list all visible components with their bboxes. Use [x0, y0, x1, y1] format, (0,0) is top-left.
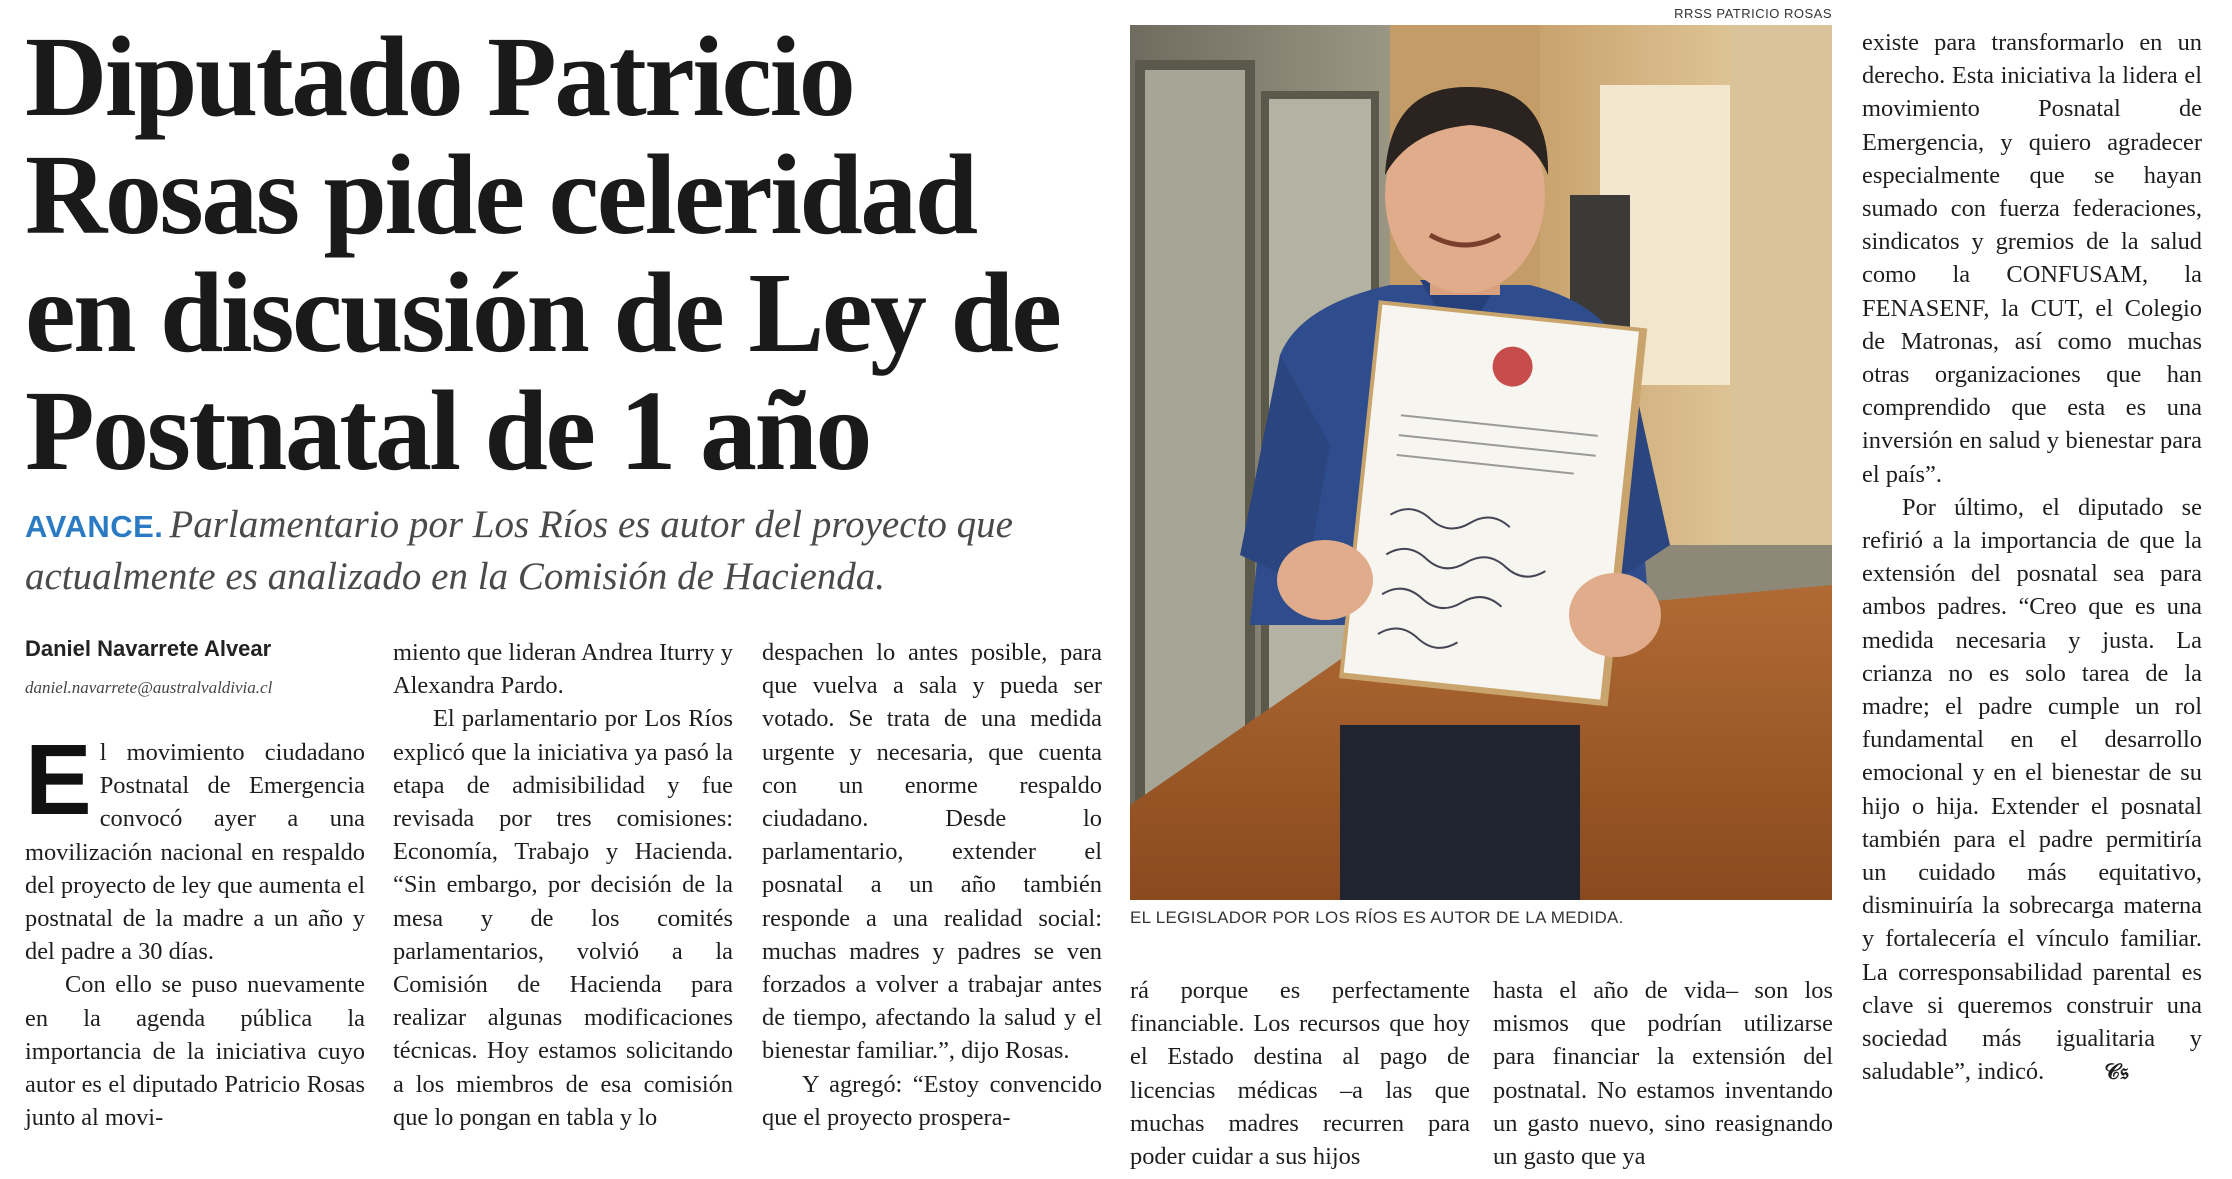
- deck-kicker: AVANCE.: [25, 509, 164, 544]
- body-paragraph: [25, 724, 365, 968]
- end-mark-icon: 𝒞𝔰: [2104, 1059, 2129, 1085]
- paragraph-text: l movimiento ciudadano Postnatal de Emergencia convocó ayer a una movilización nacional en respaldo del proyecto de ley que aumenta el postnatal de la madre a un año y del padre a 30 días.: [25, 739, 365, 966]
- body-paragraph: existe para transformarlo en un derecho. Esta iniciativa la lidera el movimiento Posnatal de Emergencia, y quiero agradecer especialmente que se hayan sumado con fuerza federaciones, sindicatos y gremios de la salud como la CONFUSAM, la FENASENF, la CUT, el Colegio de Matronas, así como muchas otras organizaciones que han comprendido que esta es una inversión en salud y bienestar para el país”.: [1862, 29, 2202, 488]
- dropcap: E: [25, 724, 92, 836]
- body-paragraph: hasta el año de vida– son los mismos que podrían utilizarse para financiar la extensión del postnatal. No estamos inventando un gasto nuevo, sino reasignando un gasto que ya: [1493, 977, 1833, 1171]
- photo-illustration: [1130, 25, 1832, 900]
- body-paragraph: despachen lo antes posible, para que vuelva a sala y pueda ser votado. Se trata de una medida urgente y necesaria, que cuenta con un enorme respaldo ciudadano. Desde lo parlamentario, extender el posnatal a un año también responde a una realidad social: muchas madres y padres se ven forzados a volver a trabajar antes de tiempo, afectando la salud y el bienestar familiar.”, dijo Rosas.: [762, 639, 1102, 1065]
- body-paragraph: miento que lideran Andrea Iturry y Alexandra Pardo.: [393, 639, 733, 700]
- body-column-3: [762, 636, 1102, 1134]
- body-column-1: [25, 724, 365, 1134]
- deck: [25, 500, 1105, 602]
- photo-credit: RRSS PATRICIO ROSAS: [1674, 6, 1832, 21]
- author-email[interactable]: daniel.navarrete@australvaldivia.cl: [25, 678, 273, 697]
- body-paragraph: [1862, 491, 2202, 1089]
- body-column-2: [393, 636, 733, 1134]
- deck-text: Parlamentario por Los Ríos es autor del proyecto que actualmente es analizado en la Comisión de Hacienda.: [25, 503, 1013, 598]
- body-column-5: [1493, 974, 1833, 1173]
- body-paragraph: El parlamentario por Los Ríos explicó que la iniciativa ya pasó la etapa de admisibilidad y fue revisada por tres comisiones: Economía, Trabajo y Hacienda. “Sin embargo, por decisión de la mesa y de los comités parlamentarios, volvió a la Comisión de Hacienda para realizar algunas modificaciones técnicas. Hoy estamos solicitando a los miembros de esa comisión que lo pongan en tabla y lo: [393, 705, 733, 1131]
- paragraph-text: Por último, el diputado se refirió a la importancia de que la extensión del posnatal sea para ambos padres. “Creo que es una medida necesaria y justa. La crianza no es solo tarea de la madre; el padre cumple un rol fundamental en el desarrollo emocional y en el bienestar de su hijo o hija. Extender el posnatal también para el padre permitiría un cuidado más equitativo, disminuiría la sobrecarga materna y fortalecería el vínculo familiar. La corresponsabilidad parental es clave si queremos construir una sociedad más igualitaria y saludable”, indicó.: [1862, 493, 2202, 1086]
- headline: Diputado Patricio Rosas pide celeridad en discusión de Ley de Postnatal de 1 año: [25, 13, 1060, 494]
- body-paragraph: Y agregó: “Estoy convencido que el proyecto prospera-: [762, 1070, 1102, 1131]
- article-photo: [1130, 25, 1832, 900]
- photo-caption: EL LEGISLADOR POR LOS RÍOS ES AUTOR DE LA MEDIDA.: [1130, 908, 1624, 927]
- body-column-4: [1130, 974, 1470, 1173]
- body-paragraph: rá porque es perfectamente financiable. Los recursos que hoy el Estado destina al pago de licencias médicas –a las que muchas madres recurren para poder cuidar a sus hijos: [1130, 977, 1470, 1171]
- body-column-6: [1862, 26, 2202, 1089]
- author-name: Daniel Navarrete Alvear: [25, 636, 272, 661]
- body-paragraph: Con ello se puso nuevamente en la agenda pública la importancia de la iniciativa cuyo autor es el diputado Patricio Rosas junto al movi-: [25, 971, 365, 1132]
